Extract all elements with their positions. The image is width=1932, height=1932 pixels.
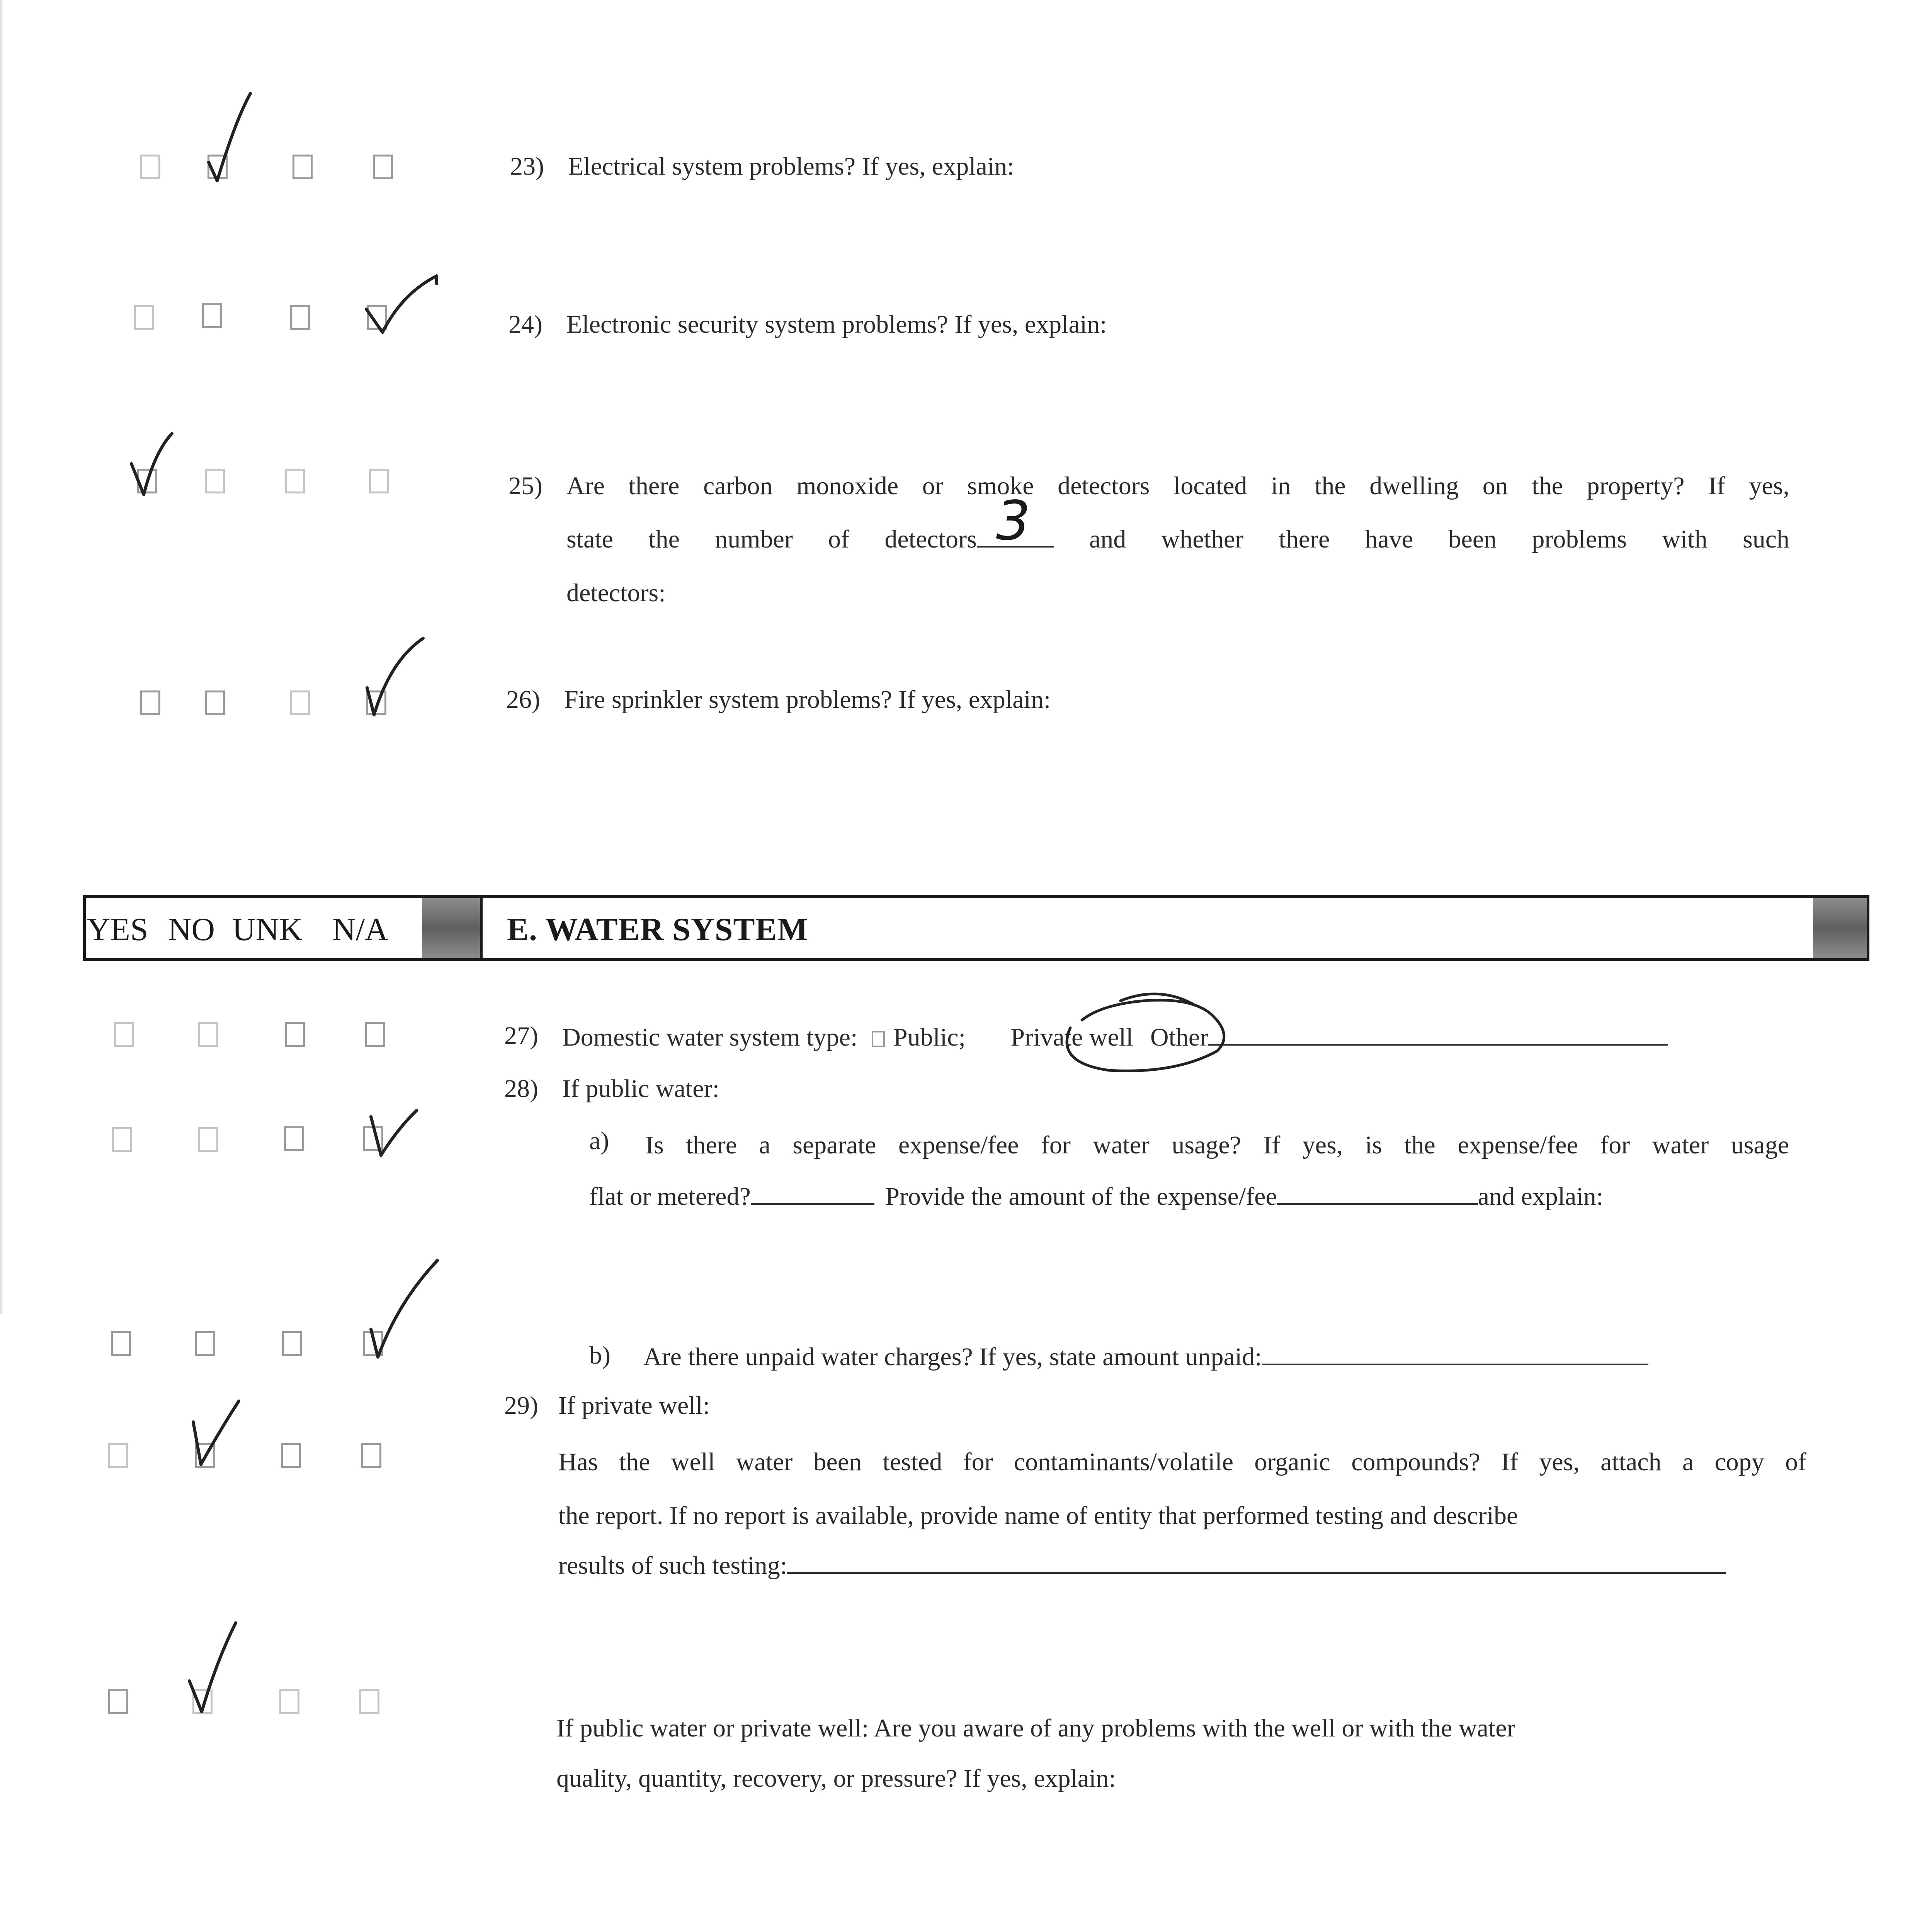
header-shade-left xyxy=(422,898,480,958)
q25-unk-checkbox[interactable] xyxy=(285,469,305,493)
q25-no-checkbox[interactable] xyxy=(205,469,225,493)
other-option-label: Other xyxy=(1150,1023,1209,1051)
q29-line2: the report. If no report is available, provide name of entity that performed testing and describe xyxy=(558,1502,1518,1530)
detector-count-value: 3 xyxy=(996,490,1031,553)
scan-edge-shadow xyxy=(0,0,4,1314)
q29-line1: Has the well water been tested for contaminants/volatile organic compounds? If yes, attach a copy of xyxy=(558,1448,1806,1476)
q29-label: If private well: xyxy=(558,1391,710,1420)
q28b-unk-checkbox[interactable] xyxy=(282,1331,302,1356)
testing-results-field[interactable] xyxy=(787,1551,1726,1574)
col-unk: UNK xyxy=(232,912,303,947)
q24-yes-checkbox[interactable] xyxy=(134,305,154,330)
section-e-header xyxy=(83,895,1869,961)
private-well-option[interactable]: Private well xyxy=(1010,1023,1133,1051)
q27-yes-checkbox[interactable] xyxy=(114,1022,134,1047)
q28a-line2-prefix: flat or metered? xyxy=(589,1182,751,1211)
expense-fee-amount-field[interactable] xyxy=(1277,1182,1478,1205)
q26-yes-checkbox[interactable] xyxy=(140,690,160,715)
section-e-title: E. WATER SYSTEM xyxy=(507,912,808,947)
q27-no-checkbox[interactable] xyxy=(198,1022,218,1047)
q24-number: 24) xyxy=(509,310,543,338)
q28b-question: Are there unpaid water charges? If yes, state amount unpaid: xyxy=(643,1343,1262,1371)
private-well-circle xyxy=(1047,981,1240,1082)
q25-line1: Are there carbon monoxide or smoke detectors located in the dwelling on the property? If yes, xyxy=(566,472,1789,500)
q28a-line2 xyxy=(589,1182,1603,1209)
q25-checkmark xyxy=(124,429,185,502)
q27-na-checkbox[interactable] xyxy=(365,1022,385,1047)
q24-no-checkbox[interactable] xyxy=(202,303,222,328)
q27-unk-checkbox[interactable] xyxy=(285,1022,305,1047)
q23-na-checkbox[interactable] xyxy=(373,155,393,179)
unpaid-amount-field[interactable] xyxy=(1262,1343,1648,1365)
q30-checkmark xyxy=(182,1615,251,1723)
q28-label: If public water: xyxy=(562,1075,719,1103)
q24-checkmark xyxy=(359,267,444,344)
q30-unk-checkbox[interactable] xyxy=(279,1689,299,1714)
q29-yes-checkbox[interactable] xyxy=(108,1443,128,1468)
q27-number: 27) xyxy=(504,1022,538,1050)
q25-na-checkbox[interactable] xyxy=(369,469,389,493)
q29-line3-label: results of such testing: xyxy=(558,1551,787,1580)
q23-number: 23) xyxy=(510,152,544,180)
q25-line2-prefix: state the number of detectors xyxy=(566,525,977,553)
q28a-checkmark xyxy=(355,1105,425,1167)
q30-line2: quality, quantity, recovery, or pressure? If yes, explain: xyxy=(556,1764,1116,1793)
q24-text: Electronic security system problems? If yes, explain: xyxy=(566,310,1107,338)
col-yes: YES xyxy=(87,912,148,947)
q25-line2-suffix: and whether there have been problems with such xyxy=(1089,525,1789,553)
q28a-line2-mid: Provide the amount of the expense/fee xyxy=(885,1182,1277,1211)
q25-line2 xyxy=(566,490,1789,566)
q28a-line2-suffix: and explain: xyxy=(1478,1182,1604,1211)
q25-line3: detectors: xyxy=(566,579,666,607)
flat-or-metered-field[interactable] xyxy=(751,1182,874,1205)
q27-label: Domestic water system type: xyxy=(562,1023,858,1051)
q23-unk-checkbox[interactable] xyxy=(293,155,313,179)
q28b-letter: b) xyxy=(589,1341,611,1369)
q30-na-checkbox[interactable] xyxy=(359,1689,379,1714)
q28a-unk-checkbox[interactable] xyxy=(284,1126,304,1151)
q26-no-checkbox[interactable] xyxy=(205,690,225,715)
q28a-yes-checkbox[interactable] xyxy=(112,1127,132,1152)
q26-unk-checkbox[interactable] xyxy=(290,690,310,715)
q28b-yes-checkbox[interactable] xyxy=(111,1331,131,1356)
q28a-no-checkbox[interactable] xyxy=(198,1127,218,1152)
header-divider xyxy=(480,898,483,958)
q28-number: 28) xyxy=(504,1075,538,1103)
q28b-text xyxy=(643,1343,1648,1370)
header-shade-right xyxy=(1813,898,1867,958)
q26-text: Fire sprinkler system problems? If yes, explain: xyxy=(564,685,1051,714)
q23-checkmark xyxy=(193,85,263,185)
q30-yes-checkbox[interactable] xyxy=(108,1689,128,1714)
answer-column-headers xyxy=(87,913,388,946)
detector-count-field[interactable] xyxy=(977,490,1054,553)
public-option-checkbox[interactable] xyxy=(872,1031,885,1047)
q29-na-checkbox[interactable] xyxy=(361,1443,381,1468)
q28b-no-checkbox[interactable] xyxy=(195,1331,215,1356)
q26-checkmark xyxy=(352,634,429,726)
col-na: N/A xyxy=(332,912,388,947)
q28a-letter: a) xyxy=(589,1127,609,1155)
q29-number: 29) xyxy=(504,1391,538,1420)
q24-unk-checkbox[interactable] xyxy=(290,305,310,330)
public-option-label: Public; xyxy=(893,1023,966,1051)
q29-checkmark xyxy=(185,1395,247,1472)
q28b-checkmark xyxy=(355,1252,444,1368)
q23-text: Electrical system problems? If yes, explain: xyxy=(568,152,1014,180)
q26-number: 26) xyxy=(506,685,540,714)
other-option-field[interactable] xyxy=(1208,1023,1668,1046)
q30-line1: If public water or private well: Are you aware of any problems with the well or with the water xyxy=(556,1714,1515,1742)
q29-line3 xyxy=(558,1551,1726,1578)
q23-yes-checkbox[interactable] xyxy=(140,155,160,179)
q28a-line1: Is there a separate expense/fee for water usage? If yes, is the expense/fee for water usage xyxy=(645,1131,1789,1159)
q25-number: 25) xyxy=(509,472,543,500)
col-no: NO xyxy=(168,912,215,947)
q29-unk-checkbox[interactable] xyxy=(281,1443,301,1468)
